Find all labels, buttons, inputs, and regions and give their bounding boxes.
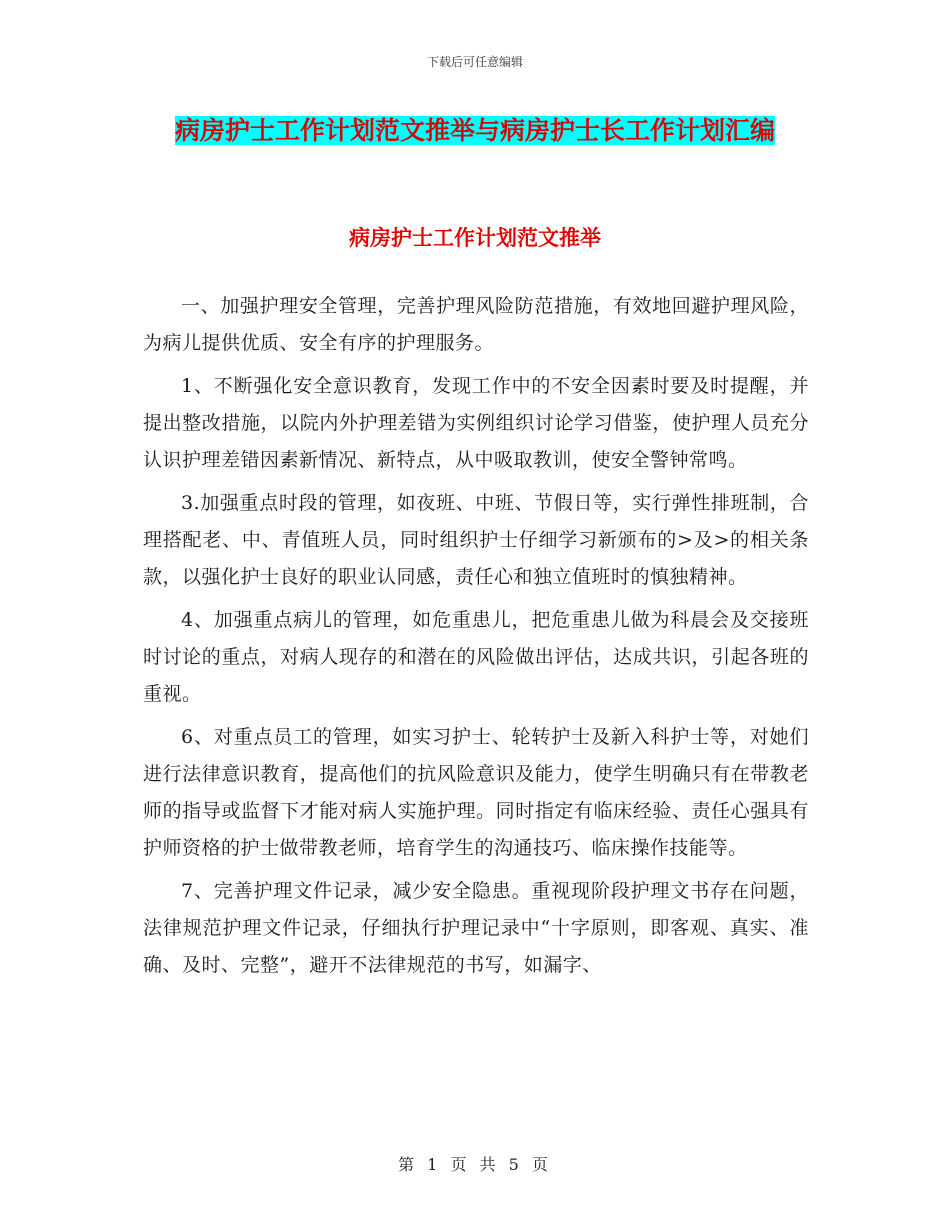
header-note: 下载后可任意编辑	[426, 55, 523, 69]
document-title-text: 病房护士工作计划范文推举与病房护士长工作计划汇编	[174, 116, 775, 145]
document-body	[143, 288, 809, 990]
paragraph: 4、加强重点病儿的管理，如危重患儿，把危重患儿做为科晨会及交接班时讨论的重点，对病人现存的和潜在的风险做出评估，达成共识，引起各班的重视。	[143, 609, 809, 705]
paragraph: 1、不断强化安全意识教育，发现工作中的不安全因素时要及时提醒，并提出整改措施，以院内外护理差错为实例组织讨论学习借鉴，使护理人员充分认识护理差错因素新情况、新特点，从中吸取教训，使安全警钟常鸣。	[143, 375, 809, 471]
paragraph: 3.加强重点时段的管理，如夜班、中班、节假日等，实行弹性排班制，合理搭配老、中、青值班人员，同时组织护士仔细学习新颁布的>及>的相关条款，以强化护士良好的职业认同感，责任心和独立值班时的慎独精神。	[143, 492, 809, 588]
paragraph: 一、加强护理安全管理，完善护理风险防范措施，有效地回避护理风险，为病儿提供优质、安全有序的护理服务。	[143, 295, 809, 354]
paragraph: 7、完善护理文件记录，减少安全隐患。重视现阶段护理文书存在问题，法律规范护理文件记录，仔细执行护理记录中“十字原则，即客观、真实、准确、及时、完整”，避开不法律规范的书写，如漏字、	[143, 880, 809, 976]
document-title	[140, 108, 810, 153]
page-footer: 第 1 页 共 5 页	[398, 1155, 552, 1174]
paragraph: 6、对重点员工的管理，如实习护士、轮转护士及新入科护士等，对她们进行法律意识教育，提高他们的抗风险意识及能力，使学生明确只有在带教老师的指导或监督下才能对病人实施护理。同时指定有临床经验、责任心强具有护师资格的护士做带教老师，培育学生的沟通技巧、临床操作技能等。	[143, 726, 809, 859]
section-title: 病房护士工作计划范文推举	[349, 226, 601, 250]
